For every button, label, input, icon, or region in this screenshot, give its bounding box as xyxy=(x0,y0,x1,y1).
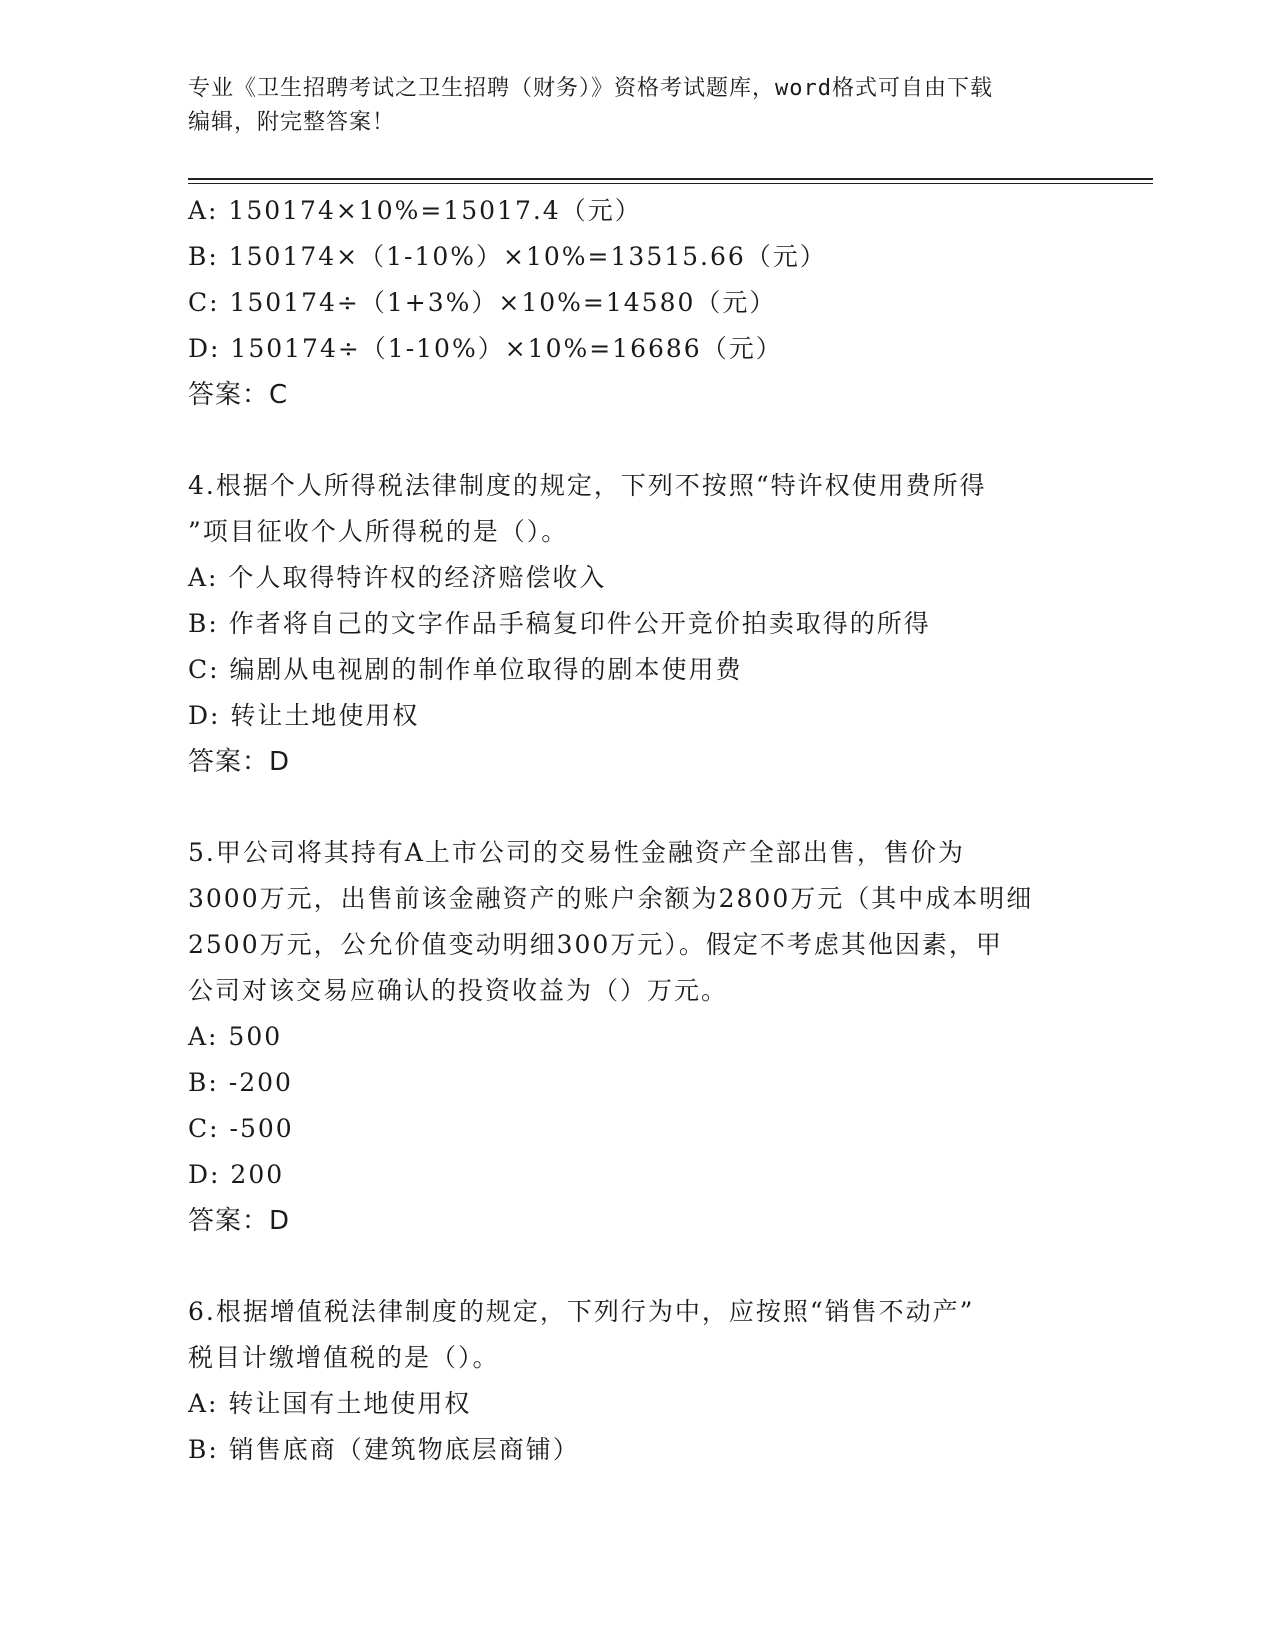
question-stem-line: 税目计缴增值税的是（）。 xyxy=(188,1343,500,1372)
option-b: B: 作者将自己的文字作品手稿复印件公开竞价拍卖取得的所得 xyxy=(188,609,931,638)
question-stem-line: 6.根据增值税法律制度的规定，下列行为中，应按照“销售不动产” xyxy=(188,1297,975,1326)
question-3 xyxy=(188,188,1118,418)
question-6 xyxy=(188,1289,1118,1473)
spacer xyxy=(188,785,1118,830)
header-divider-thin xyxy=(188,183,1153,184)
option-d: D: 150174÷（1-10%）×10%=16686（元） xyxy=(188,334,783,363)
question-stem-line: 2500万元，公允价值变动明细300万元）。假定不考虑其他因素，甲 xyxy=(188,930,1003,959)
option-c: C: -500 xyxy=(188,1114,294,1143)
header-line-1: 专业《卫生招聘考试之卫生招聘（财务）》资格考试题库，word格式可自由下载 xyxy=(188,76,993,101)
question-stem-line: 4.根据个人所得税法律制度的规定，下列不按照“特许权使用费所得 xyxy=(188,471,987,500)
question-5 xyxy=(188,830,1118,1244)
option-c: C: 150174÷（1+3%）×10%=14580（元） xyxy=(188,288,777,317)
answer: 答案：D xyxy=(188,747,291,777)
option-a: A: 转让国有土地使用权 xyxy=(188,1389,472,1418)
option-c: C: 编剧从电视剧的制作单位取得的剧本使用费 xyxy=(188,655,743,684)
question-stem-line: 5.甲公司将其持有A上市公司的交易性金融资产全部出售，售价为 xyxy=(188,838,965,867)
option-b: B: -200 xyxy=(188,1068,293,1097)
document-header xyxy=(188,72,1088,140)
question-stem-line: ”项目征收个人所得税的是（）。 xyxy=(188,517,569,546)
question-content xyxy=(188,188,1118,1473)
option-d: D: 200 xyxy=(188,1160,285,1189)
option-b: B: 150174×（1-10%）×10%=13515.66（元） xyxy=(188,242,827,271)
answer: 答案：C xyxy=(188,380,289,410)
option-b: B: 销售底商（建筑物底层商铺） xyxy=(188,1435,580,1464)
option-a: A: 个人取得特许权的经济赔偿收入 xyxy=(188,563,607,592)
header-line-2: 编辑，附完整答案！ xyxy=(188,110,396,135)
spacer xyxy=(188,1244,1118,1289)
question-4 xyxy=(188,463,1118,785)
answer: 答案：D xyxy=(188,1206,291,1236)
question-stem-line: 3000万元，出售前该金融资产的账户余额为2800万元（其中成本明细 xyxy=(188,884,1034,913)
question-stem-line: 公司对该交易应确认的投资收益为（）万元。 xyxy=(188,976,729,1005)
option-a: A: 500 xyxy=(188,1022,283,1051)
option-d: D: 转让土地使用权 xyxy=(188,701,420,730)
header-divider-thick xyxy=(188,178,1153,180)
spacer xyxy=(188,418,1118,463)
option-a: A: 150174×10%=15017.4（元） xyxy=(188,196,642,225)
